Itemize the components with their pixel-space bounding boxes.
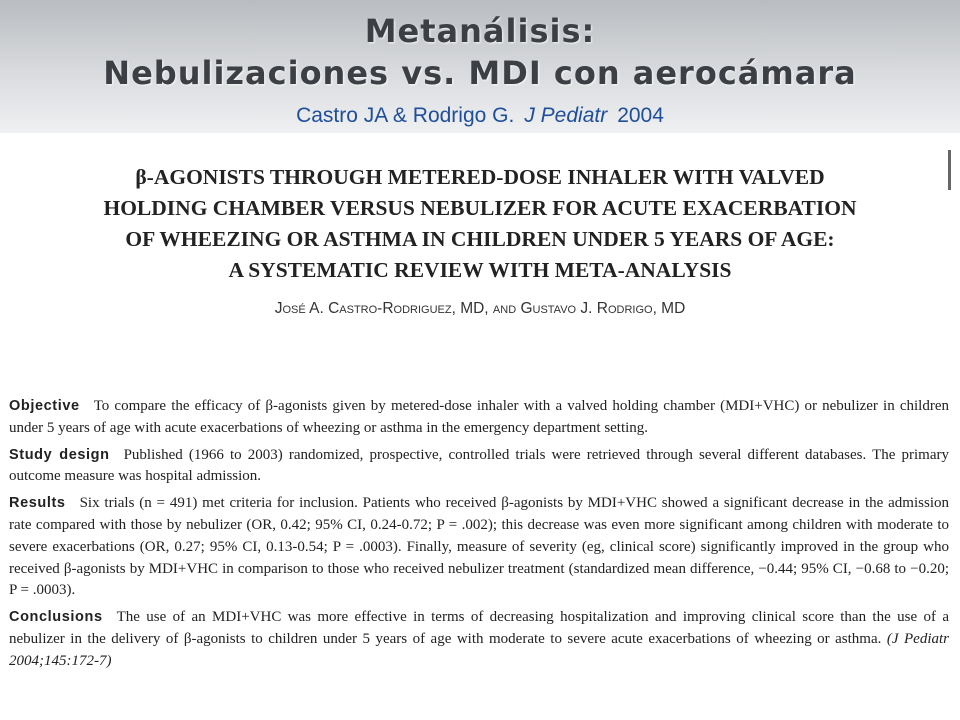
paper-title-line: A SYSTEMATIC REVIEW WITH META-ANALYSIS [228, 258, 732, 282]
paper-authors: José A. Castro-Rodriguez, MD, and Gustavo J. Rodrigo, MD [274, 300, 686, 317]
paper-title-line: HOLDING CHAMBER VERSUS NEBULIZER FOR ACUTE EXACERBATION [103, 196, 857, 220]
abstract-study-design [9, 445, 949, 489]
abstract-conclusions [9, 607, 949, 672]
abstract-results [9, 493, 949, 602]
slide-title-line-1: Metanálisis: [364, 12, 596, 50]
citation-year: 2004 [617, 104, 664, 127]
objective-text: To compare the efficacy of β-agonists given by metered-dose inhaler with a valved holding chamber (MDI+VHC) or nebulizer in children under 5 years of age with acute exacerbations of wheezing or asthma in the emergency department setting. [9, 398, 949, 436]
study-design-label: Study design [9, 446, 110, 463]
conclusions-label: Conclusions [9, 609, 103, 626]
decorative-rule [948, 150, 951, 190]
slide-title [0, 10, 960, 94]
citation-journal: J Pediatr [524, 104, 608, 127]
results-text: Six trials (n = 491) met criteria for inclusion. Patients who received β-agonists by MDI+VHC showed a significant decrease in the admission rate compared with those by nebulizer (OR, 0.42; 95% CI, 0.24-0.72; P = .002); this decrease was even more significant among children with moderate to severe exacerbations (OR, 0.27; 95% CI, 0.13-0.54; P = .0003). Finally, measure of severity (eg, clinical score) significantly improved in the group who received β-agonists by MDI+VHC in comparison to those who received nebulizer treatment (standardized mean difference, −0.44; 95% CI, −0.68 to −0.20; P = .0003). [9, 495, 949, 599]
objective-label: Objective [9, 398, 80, 414]
paper-title-line: OF WHEEZING OR ASTHMA IN CHILDREN UNDER 5 YEARS OF AGE: [125, 227, 835, 251]
paper-title-line: β-AGONISTS THROUGH METERED-DOSE INHALER WITH VALVED [135, 165, 825, 189]
slide-citation [0, 104, 960, 128]
paper-title [40, 162, 920, 286]
abstract [9, 396, 949, 678]
slide-title-line-2: Nebulizaciones vs. MDI con aerocámara [103, 54, 857, 92]
journal-citation: (J Pediatr 2004;145:172-7) [9, 630, 949, 669]
study-design-text: Published (1966 to 2003) randomized, prospective, controlled trials were retrieved through several different databases. The primary outcome measure was hospital admission. [9, 446, 949, 485]
abstract-objective [9, 396, 949, 440]
citation-authors: Castro JA & Rodrigo G. [296, 104, 515, 127]
conclusions-text: The use of an MDI+VHC was more effective in terms of decreasing hospitalization and improving clinical score than the use of a nebulizer in the delivery of β-agonists to children under 5 years of age with moderate to severe acute exacerbations of wheezing or asthma. [9, 609, 949, 647]
results-label: Results [9, 495, 66, 512]
